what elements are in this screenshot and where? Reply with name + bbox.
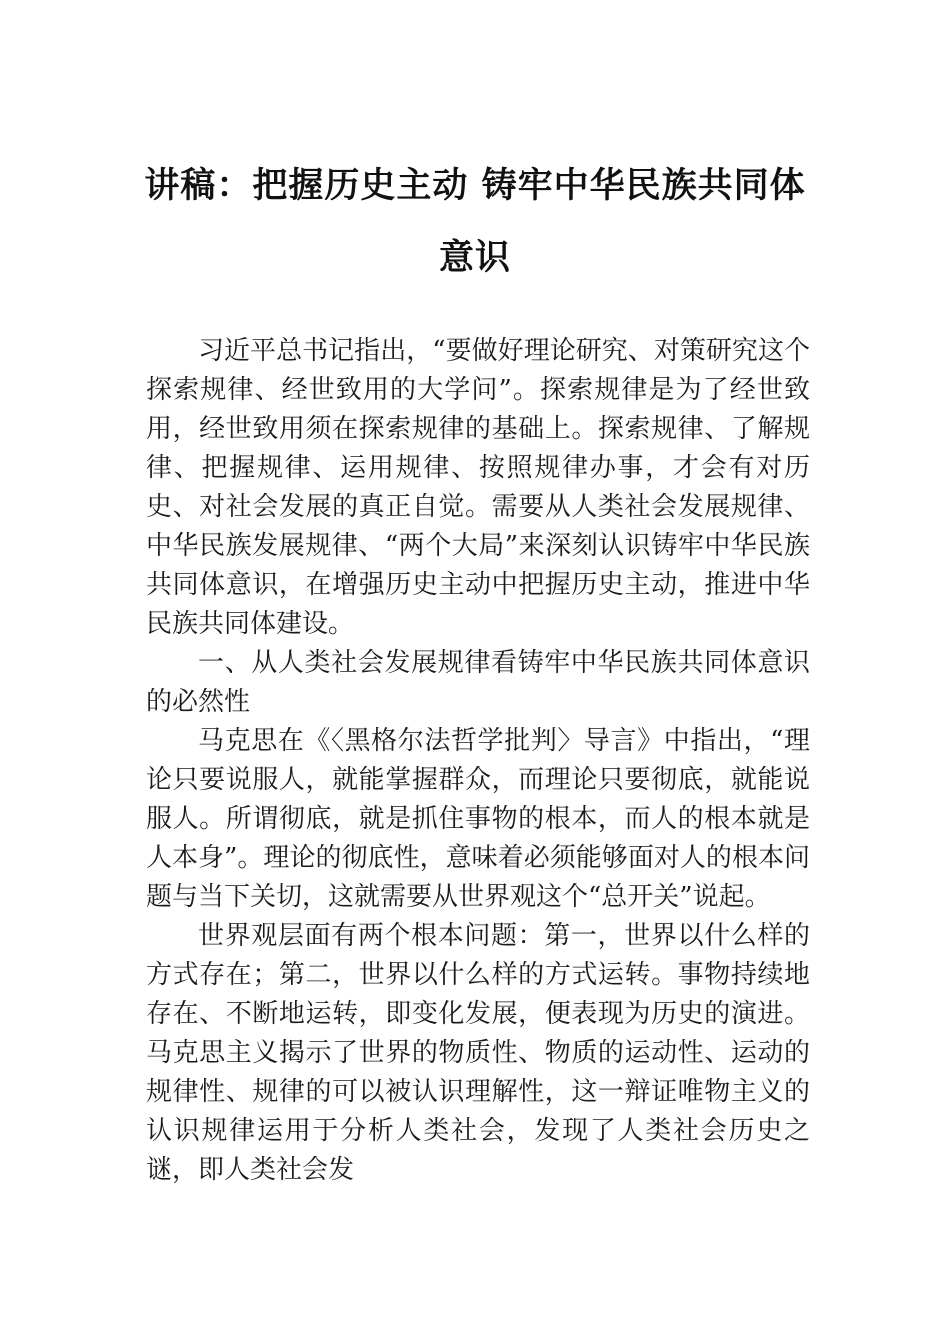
document-body xyxy=(146,332,810,1190)
title-line-1: 讲稿：把握历史主动 铸牢中华民族共同体 xyxy=(144,165,806,206)
title-line-2: 意识 xyxy=(438,237,511,278)
paragraph-worldview: 世界观层面有两个根本问题：第一，世界以什么样的方式存在；第二，世界以什么样的方式运转。事物持续地存在、不断地运转，即变化发展，便表现为历史的演进。马克思主义揭示了世界的物质性、物质的运动性、运动的规律性、规律的可以被认识理解性，这一辩证唯物主义的认识规律运用于分析人类社会，发现了人类社会历史之谜，即人类社会发 xyxy=(146,921,810,1185)
paragraph-marx-quote: 马克思在《〈黑格尔法哲学批判〉导言》中指出，“理论只要说服人，就能掌握群众，而理论只要彻底，就能说服人。所谓彻底，就是抓住事物的根本，而人的根本就是人本身”。理论的彻底性，意味着必须能够面对人的根本问题与当下关切，这就需要从世界观这个“总开关”说起。 xyxy=(146,726,810,912)
document-title xyxy=(140,150,810,294)
section-heading-1: 一、从人类社会发展规律看铸牢中华民族共同体意识的必然性 xyxy=(146,648,810,717)
paragraph-intro: 习近平总书记指出，“要做好理论研究、对策研究这个探索规律、经世致用的大学问”。探索规律是为了经世致用，经世致用须在探索规律的基础上。探索规律、了解规律、把握规律、运用规律、按照规律办事，才会有对历史、对社会发展的真正自觉。需要从人类社会发展规律、中华民族发展规律、“两个大局”来深刻认识铸牢中华民族共同体意识，在增强历史主动中把握历史主动，推进中华民族共同体建设。 xyxy=(146,336,810,639)
